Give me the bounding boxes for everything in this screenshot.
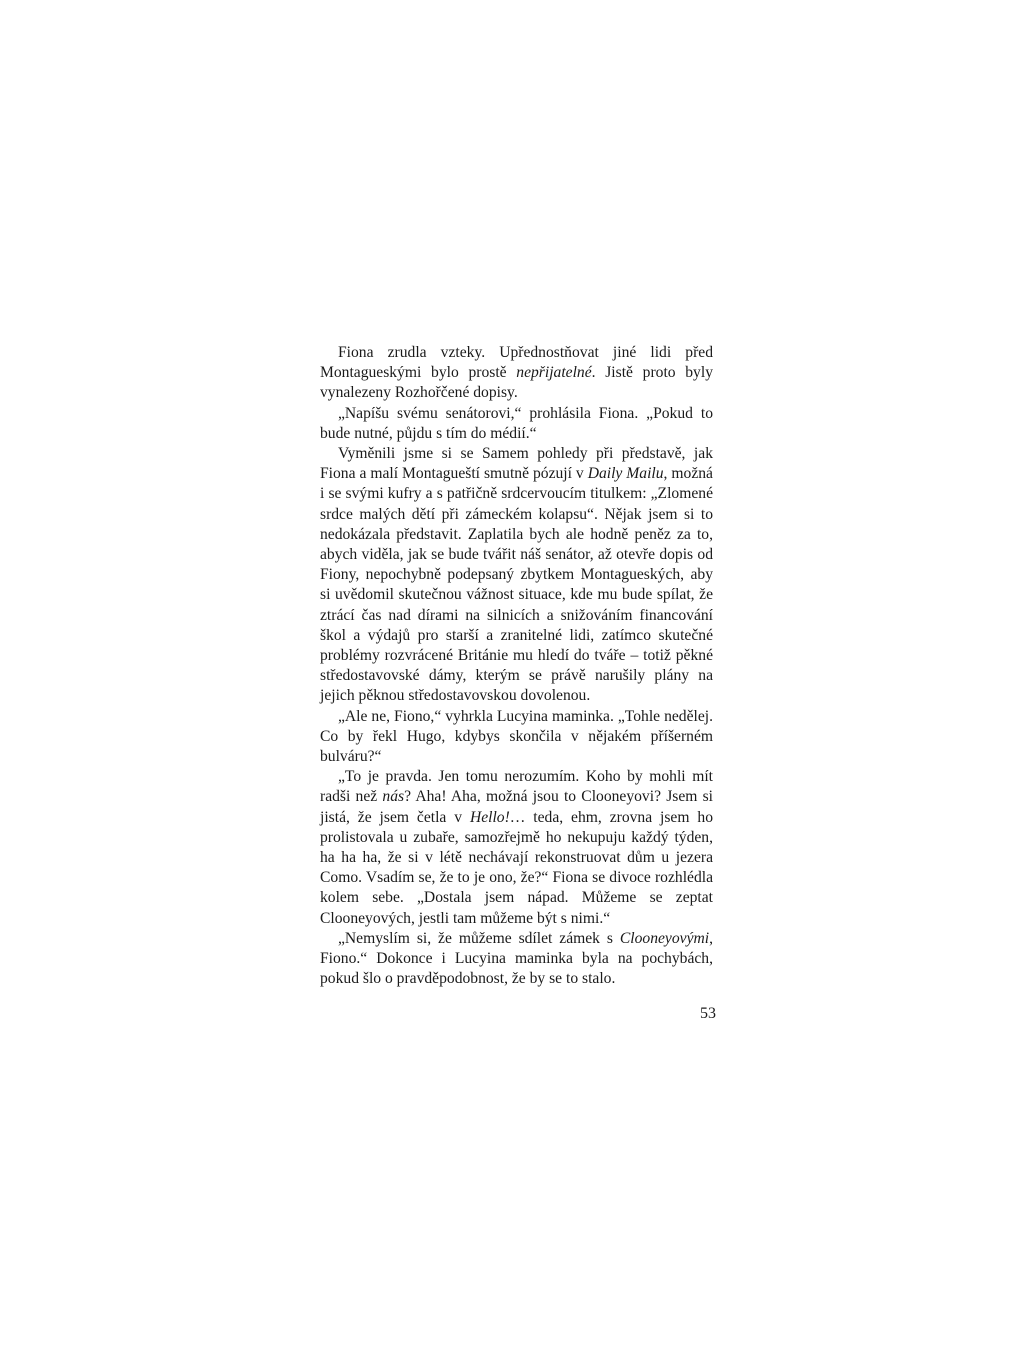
text-run: , možná i se svými kufry a s patřičně srdcervoucím titulkem: „Zlomené srdce malých dětí při zámeckém kolapsu“. Nějak jsem si to nedokázala představit. Zaplatila bych ale hodně peněz za to, abych viděla, jak se bude tvářit náš senátor, až otevře dopis od Fiony, nepochybně podepsaný zbytkem Montagueských, aby si uvědomil skutečnou vážnost situace, kde mu bude spílat, že ztrácí čas nad dírami na silnicích a snižováním financování škol a výdajů pro starší a zranitelné lidi, zatímco skutečné problémy rozvrácené Británie mu hledí do tváře – totiž pěkné středostavovské dámy, kterým se právě narušily plány na jejich pěknou středostavovskou dovolenou. [320,465,713,705]
page-number: 53 [700,1005,716,1022]
italic-run: nepřijatelné [516,364,592,382]
text-run: Fiona zrudla vzteky. Upřednostňovat jiné lidi před Montagueskými bylo prostě [320,344,713,382]
paragraph-5 [320,767,713,929]
text-run: , Fiono.“ Dokonce i Lucyina maminka byla na pochybách, pokud šlo o pravděpodobnost, že by se to stalo. [320,929,713,988]
text-run: Vyměnili jsme si se Samem pohledy při představě, jak Fiona a malí Montagueští smutně pózují v [320,445,713,483]
text-run: „Ale ne, Fiono,“ vyhrkla Lucyina maminka. „Tohle nedělej. Co by řekl Hugo, kdybys skončila v nějakém příšerném bulváru?“ [320,707,713,766]
text-run: ? Aha! Aha, možná jsou to Clooneyovi? Jsem si jistá, že jsem četla v [320,788,714,826]
text-run: „Napíšu svému senátorovi,“ prohlásila Fiona. „Pokud to bude nutné, půjdu s tím do médií.“ [320,404,713,442]
paragraph-2 [320,404,713,444]
italic-run: nás [382,788,405,806]
paragraph-3 [320,444,713,707]
text-run: . Jistě proto byly vynalezeny Rozhořčené dopisy. [320,364,713,402]
italic-run: Hello! [469,808,510,826]
italic-run: Clooneyovými [619,929,710,947]
text-run: „Nemyslím si, že můžeme sdílet zámek s [338,929,620,947]
paragraph-6 [320,929,713,990]
text-run: „To je pravda. Jen tomu nerozumím. Koho by mohli mít radši než [320,768,713,806]
text-run: … teda, ehm, zrovna jsem ho prolistovala u zubaře, samozřejmě ho nekupuju každý týden, ha ha ha, že si v létě nechávají rekonstruovat dům u jezera Como. Vsadím se, že to je ono, že?“ Fiona se divoce rozhlédla kolem sebe. „Dostala jsem nápad. Můžeme se zeptat Clooneyových, jestli tam můžeme být s nimi.“ [320,808,713,927]
paragraph-1 [320,343,713,404]
italic-run: Daily Mailu [587,465,664,483]
body-text [320,343,713,990]
paragraph-4 [320,707,713,768]
